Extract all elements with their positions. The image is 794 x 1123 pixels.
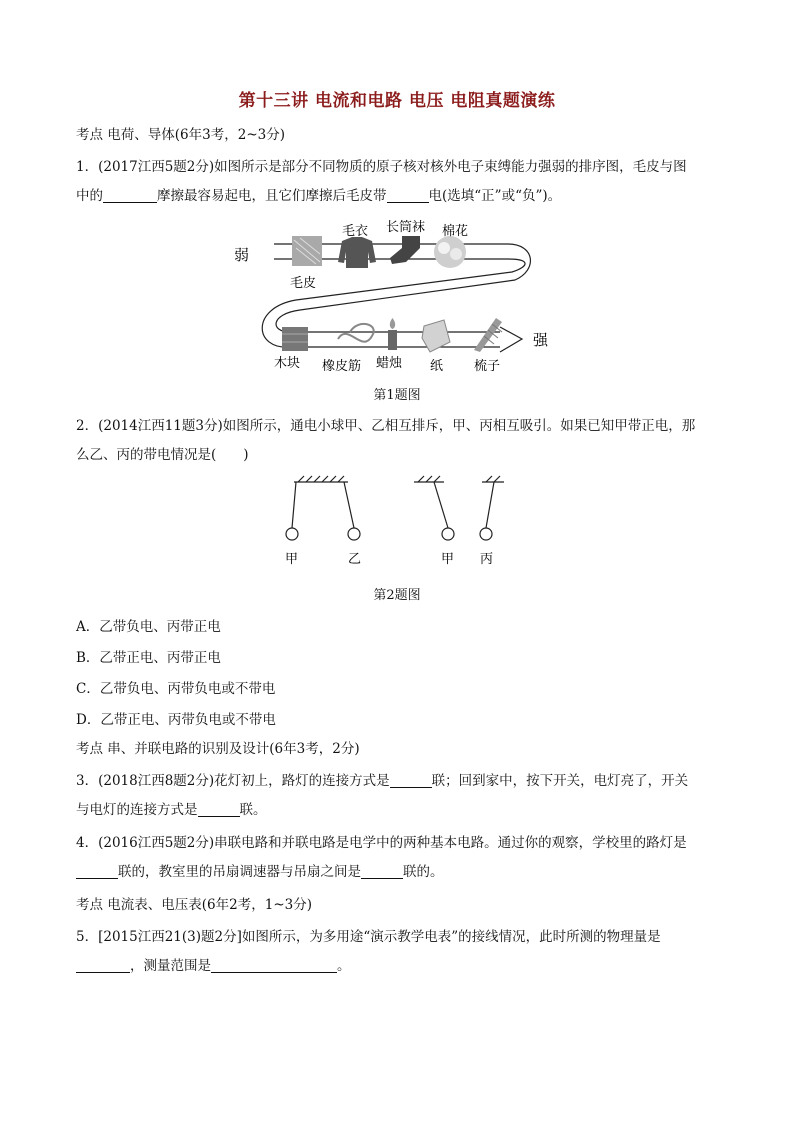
item-label: 纸 — [430, 359, 444, 374]
question-5-text-a: ，测量范围是 — [130, 958, 211, 974]
answer-blank[interactable] — [390, 773, 432, 788]
section-heading-meters: 考点 电流表、电压表(6年2考，1~3分) — [76, 897, 312, 913]
option-b[interactable]: B．乙带正电、丙带正电 — [76, 650, 221, 666]
figure-2-caption: 第2题图 — [373, 588, 421, 603]
option-c[interactable]: C．乙带负电、丙带负电或不带电 — [76, 681, 276, 697]
thread — [292, 482, 296, 528]
question-4-line-2 — [76, 863, 726, 881]
answer-blank[interactable] — [76, 958, 130, 973]
answer-blank[interactable] — [103, 188, 157, 203]
ball-yi — [348, 528, 360, 540]
question-5-text-b: 。 — [337, 958, 351, 974]
item-label: 梳子 — [474, 359, 501, 374]
section-heading-circuits: 考点 串、并联电路的识别及设计(6年3考，2分) — [76, 741, 360, 757]
cotton-icon — [434, 236, 466, 268]
stocking-icon — [390, 236, 420, 264]
question-3-line-2 — [76, 801, 726, 819]
question-5-line-1: 5．[2015江西21(3)题2分]如图所示，为多用途“演示教学电表”的接线情况，此时所测的物理量是 — [76, 929, 661, 945]
ball-label: 甲 — [441, 552, 455, 567]
ball-jia — [286, 528, 298, 540]
question-3-line-1 — [76, 772, 726, 790]
question-4-text-a: 联的，教室里的吊扇调速器与吊扇之间是 — [118, 864, 361, 880]
ball-label: 丙 — [480, 552, 494, 567]
section-heading-charge: 考点 电荷、导体(6年3考，2~3分) — [76, 127, 285, 143]
answer-blank[interactable] — [387, 188, 429, 203]
question-1-line-1: 1．(2017江西5题2分)如图所示是部分不同物质的原子核对核外电子束缚能力强弱的排序图，毛皮与图 — [76, 159, 687, 175]
answer-blank[interactable] — [361, 864, 403, 879]
sweater-icon — [338, 237, 376, 268]
item-label: 木块 — [274, 356, 301, 371]
figure-1-caption: 第1题图 — [373, 388, 421, 403]
question-1-line-2 — [76, 187, 726, 205]
option-a[interactable]: A．乙带负电、丙带正电 — [76, 619, 221, 635]
thread — [434, 482, 448, 528]
question-3-text-c: 与电灯的连接方式是 — [76, 802, 198, 818]
item-label: 毛衣 — [342, 224, 369, 239]
question-5-line-2 — [76, 957, 726, 975]
question-4-text-b: 联的。 — [403, 864, 444, 880]
label-weak: 弱 — [234, 246, 250, 264]
item-label: 棉花 — [442, 224, 469, 239]
ball-jia — [442, 528, 454, 540]
question-1-text-b: 摩擦最容易起电，且它们摩擦后毛皮带 — [157, 188, 387, 204]
item-label: 毛皮 — [290, 276, 317, 291]
ball-label: 甲 — [285, 552, 299, 567]
question-2-line-1: 2．(2014江西11题3分)如图所示，通电小球甲、乙相互排斥，甲、丙相互吸引。如果已知甲带正电，那 — [76, 418, 696, 434]
item-label: 长筒袜 — [386, 220, 426, 235]
candle-icon — [388, 318, 397, 350]
wood-block-icon — [282, 327, 308, 351]
label-strong: 强 — [533, 331, 549, 349]
figure-2-charged-balls — [278, 474, 514, 574]
question-1-text-a: 中的 — [76, 188, 103, 204]
question-1-text-c: 电(选填“正”或“负”)。 — [428, 188, 562, 204]
fur-icon — [292, 236, 322, 266]
question-3-text-a: 3．(2018江西8题2分)花灯初上，路灯的连接方式是 — [76, 773, 390, 789]
question-3-text-b: 联；回到家中，按下开关，电灯亮了，开关 — [431, 773, 689, 789]
question-2-line-2: 么乙、丙的带电情况是( ) — [76, 447, 249, 463]
ball-label: 乙 — [348, 552, 362, 567]
figure-1-ranking-diagram — [230, 214, 560, 374]
answer-blank[interactable] — [211, 958, 337, 973]
rubber-band-icon — [338, 324, 374, 342]
answer-blank[interactable] — [76, 864, 118, 879]
thread — [486, 482, 494, 528]
answer-blank[interactable] — [198, 802, 240, 817]
item-label: 蜡烛 — [376, 356, 403, 371]
question-3-text-d: 联。 — [239, 802, 267, 818]
question-4-line-1: 4．(2016江西5题2分)串联电路和并联电路是电学中的两种基本电路。通过你的观察，学校里的路灯是 — [76, 835, 687, 851]
page-title: 第十三讲 电流和电路 电压 电阻真题演练 — [238, 91, 556, 111]
thread — [344, 482, 354, 528]
option-d[interactable]: D．乙带正电、丙带负电或不带电 — [76, 712, 276, 728]
ball-bing — [480, 528, 492, 540]
item-label: 橡皮筋 — [322, 359, 362, 374]
